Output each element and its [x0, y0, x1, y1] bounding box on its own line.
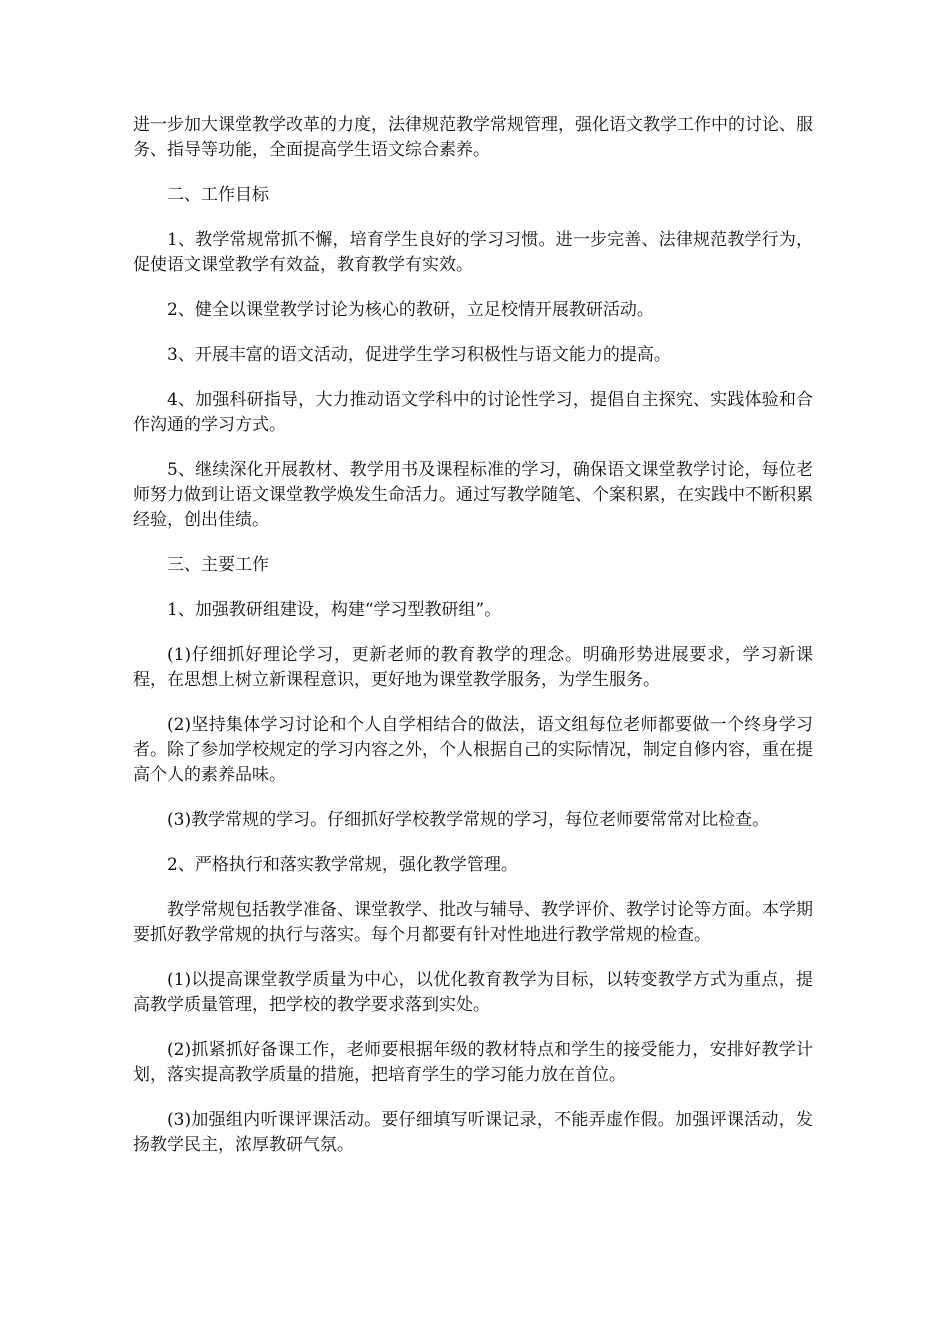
section-heading-main-work: 三、主要工作: [167, 555, 269, 575]
section-heading-work-goals: 二、工作目标: [167, 185, 269, 205]
work-item-2-sub-2: (2)抓紧抓好备课工作，老师要根据年级的教材特点和学生的接受能力，安排好教学计划，落实提高教学质量的措施，把培育学生的学习能力放在首位。: [133, 1040, 813, 1085]
work-item-1-sub-2: (2)坚持集体学习讨论和个人自学相结合的做法，语文组每位老师都要做一个终身学习者。除了参加学校规定的学习内容之外，个人根据自己的实际情况，制定自修内容，重在提高个人的素养品味。: [133, 715, 813, 785]
goal-item-1: 1、教学常规常抓不懈，培育学生良好的学习习惯。进一步完善、法律规范教学行为，促使语文课堂教学有效益，教育教学有实效。: [133, 230, 813, 275]
work-item-1-heading: 1、加强教研组建设，构建“学习型教研组”。: [167, 600, 502, 620]
work-item-1-sub-1: (1)仔细抓好理论学习，更新老师的教育教学的理念。明确形势进展要求，学习新课程，在思想上树立新课程意识，更好地为课堂教学服务，为学生服务。: [133, 645, 813, 690]
work-item-2-sub-1: (1)以提高课堂教学质量为中心，以优化教育教学为目标，以转变教学方式为重点，提高教学质量管理，把学校的教学要求落到实处。: [133, 970, 813, 1015]
work-item-1-sub-3: (3)教学常规的学习。仔细抓好学校教学常规的学习，每位老师要常常对比检查。: [167, 810, 770, 830]
paragraph-intro-continuation: 进一步加大课堂教学改革的力度，法律规范教学常规管理，强化语文教学工作中的讨论、服务、指导等功能，全面提高学生语文综合素养。: [133, 115, 813, 160]
goal-item-2: 2、健全以课堂教学讨论为核心的教研，立足校情开展教研活动。: [167, 300, 654, 320]
work-item-2-description: 教学常规包括教学准备、课堂教学、批改与辅导、教学评价、教学讨论等方面。本学期要抓好教学常规的执行与落实。每个月都要有针对性地进行教学常规的检查。: [133, 900, 813, 945]
goal-item-3: 3、开展丰富的语文活动，促进学生学习积极性与语文能力的提高。: [167, 345, 671, 365]
work-item-2-heading: 2、严格执行和落实教学常规，强化教学管理。: [167, 855, 518, 875]
goal-item-5: 5、继续深化开展教材、教学用书及课程标准的学习，确保语文课堂教学讨论，每位老师努力做到让语文课堂教学焕发生命活力。通过写教学随笔、个案积累，在实践中不断积累经验，创出佳绩。: [133, 460, 813, 530]
goal-item-4: 4、加强科研指导，大力推动语文学科中的讨论性学习，提倡自主探究、实践体验和合作沟通的学习方式。: [133, 390, 813, 435]
document-body: [133, 113, 813, 1178]
work-item-2-sub-3: (3)加强组内听课评课活动。要仔细填写听课记录，不能弄虚作假。加强评课活动，发扬教学民主，浓厚教研气氛。: [133, 1110, 813, 1155]
